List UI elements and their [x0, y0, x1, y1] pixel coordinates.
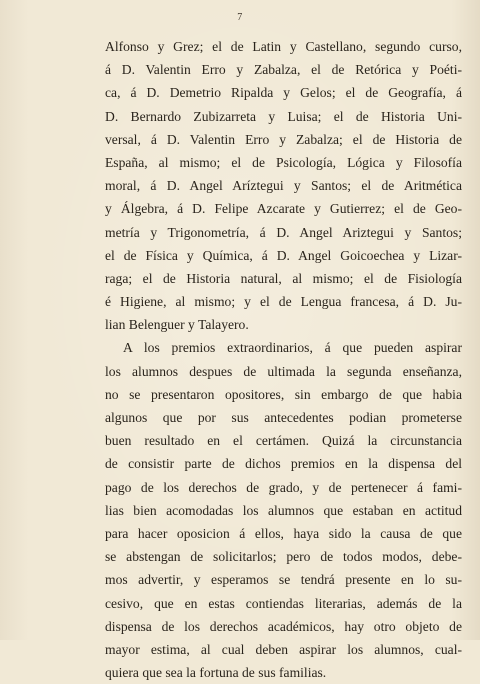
text-line: mos advertir, y esperamos se tendrá presente en lo su- — [105, 572, 462, 588]
text-line: pago de los derechos de grado, y de pertenecer á fami- — [105, 479, 462, 495]
text-line: moral, á D. Angel Aríztegui y Santos; el de Aritmética — [105, 178, 462, 194]
text-line: y Álgebra, á D. Felipe Azcarate y Gutierrez; el de Geo- — [105, 201, 462, 217]
text-line: lian Belenguer y Talayero. — [105, 317, 249, 333]
body-text — [105, 35, 462, 684]
text-line: los alumnos despues de ultimada la segunda enseñanza, — [105, 363, 462, 379]
text-line: é Higiene, al mismo; y el de Lengua francesa, á D. Ju- — [105, 294, 462, 310]
text-line: metría y Trigonometría, á D. Angel Ariztegui y Santos; — [105, 224, 462, 240]
text-line: de consistir parte de dichos premios en la dispensa del — [105, 456, 462, 472]
text-line: A los premios extraordinarios, á que pueden aspirar — [123, 340, 462, 356]
paragraph — [105, 336, 462, 684]
text-line: lias bien acomodadas los alumnos que estaban en actitud — [105, 502, 462, 518]
text-line: versal, á D. Valentin Erro y Zabalza; el de Historia de — [105, 131, 462, 147]
text-line: á D. Valentin Erro y Zabalza, el de Retórica y Poéti- — [105, 62, 462, 78]
text-line: dispensa de los derechos académicos, hay otro objeto de — [105, 618, 462, 634]
text-line: raga; el de Historia natural, al mismo; el de Fisiología — [105, 270, 462, 286]
paragraph — [105, 35, 462, 336]
text-line: para hacer oposicion á ellos, haya sido la causa de que — [105, 525, 462, 541]
text-line: quiera que sea la fortuna de sus familias. — [105, 665, 327, 681]
text-line: cesivo, que en estas contiendas literarias, además de la — [105, 595, 462, 611]
text-line: mayor estima, al cual deben aspirar los alumnos, cual- — [105, 641, 462, 657]
text-line: no se presentaron opositores, sin embargo de que habia — [105, 386, 462, 402]
text-line: el de Física y Química, á D. Angel Goicoechea y Lizar- — [105, 247, 462, 263]
text-line: ca, á D. Demetrio Ripalda y Gelos; el de Geografía, á — [105, 85, 462, 101]
text-line: España, al mismo; el de Psicología, Lógica y Filosofía — [105, 154, 462, 170]
text-line: D. Bernardo Zubizarreta y Luisa; el de Historia Uni- — [105, 108, 462, 124]
text-line: Alfonso y Grez; el de Latin y Castellano, segundo curso, — [105, 39, 462, 54]
text-line: se abstengan de solicitarlos; pero de todos modos, debe- — [105, 549, 462, 565]
page-number: 7 — [237, 12, 243, 23]
text-line: buen resultado en el certámen. Quizá la circunstancia — [105, 433, 462, 449]
text-line: algunos que por sus antecedentes podian prometerse — [105, 410, 462, 425]
